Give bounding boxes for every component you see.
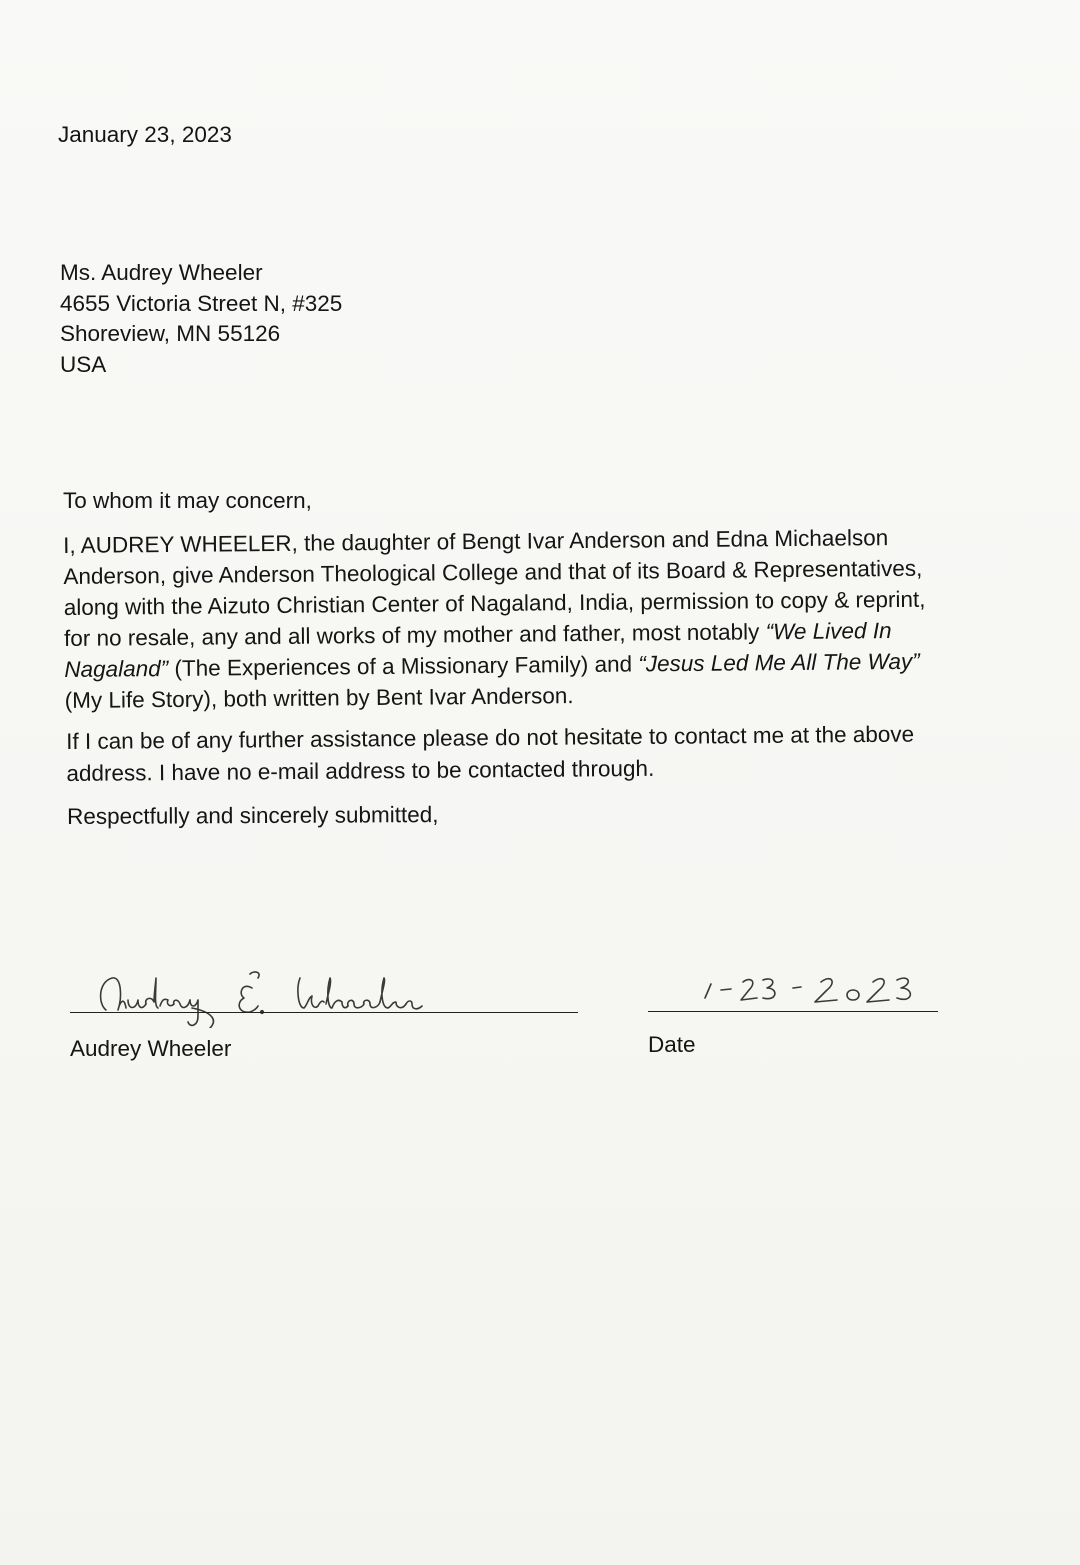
date-label: Date [648,1032,696,1057]
recipient-country: USA [60,351,107,377]
body-line: along with the Aizuto Christian Center of Nagaland, India, permission to copy & reprint, [63,586,926,620]
body-line: I, AUDREY WHEELER, the daughter of Bengt Ivar Anderson and Edna Michaelson [63,525,889,558]
assistance-line: If I can be of any further assistance please do not hesitate to contact me at the above [66,721,915,754]
date-line [648,1011,938,1012]
book-title-1-part2: Nagaland” [64,655,169,682]
recipient-address [60,258,342,380]
body-text: (The Experiences of a Missionary Family) and [168,651,639,681]
recipient-street: 4655 Victoria Street N, #325 [60,290,343,316]
salutation: To whom it may concern, [63,488,312,513]
signer-name: Audrey Wheeler [70,1036,232,1061]
signature-line [70,1012,578,1013]
body-line: Anderson, give Anderson Theological College and that of its Board & Representatives, [63,555,923,589]
assistance-paragraph [66,719,915,790]
body-paragraph [63,521,995,716]
handwritten-signature [92,958,492,1028]
recipient-name: Ms. Audrey Wheeler [60,260,263,285]
body-text: for no resale, any and all works of my mother and father, most notably [63,619,766,651]
assistance-line: address. I have no e-mail address to be contacted through. [66,755,655,786]
recipient-city: Shoreview, MN 55126 [60,321,281,346]
closing: Respectfully and sincerely submitted, [67,802,439,829]
handwritten-date [695,964,960,1012]
book-title-2: “Jesus Led Me All The Way” [638,648,920,677]
body-line: (My Life Story), both written by Bent Ivar Anderson. [64,683,574,713]
letter-date: January 23, 2023 [58,122,232,147]
book-title-1-part1: “We Lived In [765,618,892,645]
